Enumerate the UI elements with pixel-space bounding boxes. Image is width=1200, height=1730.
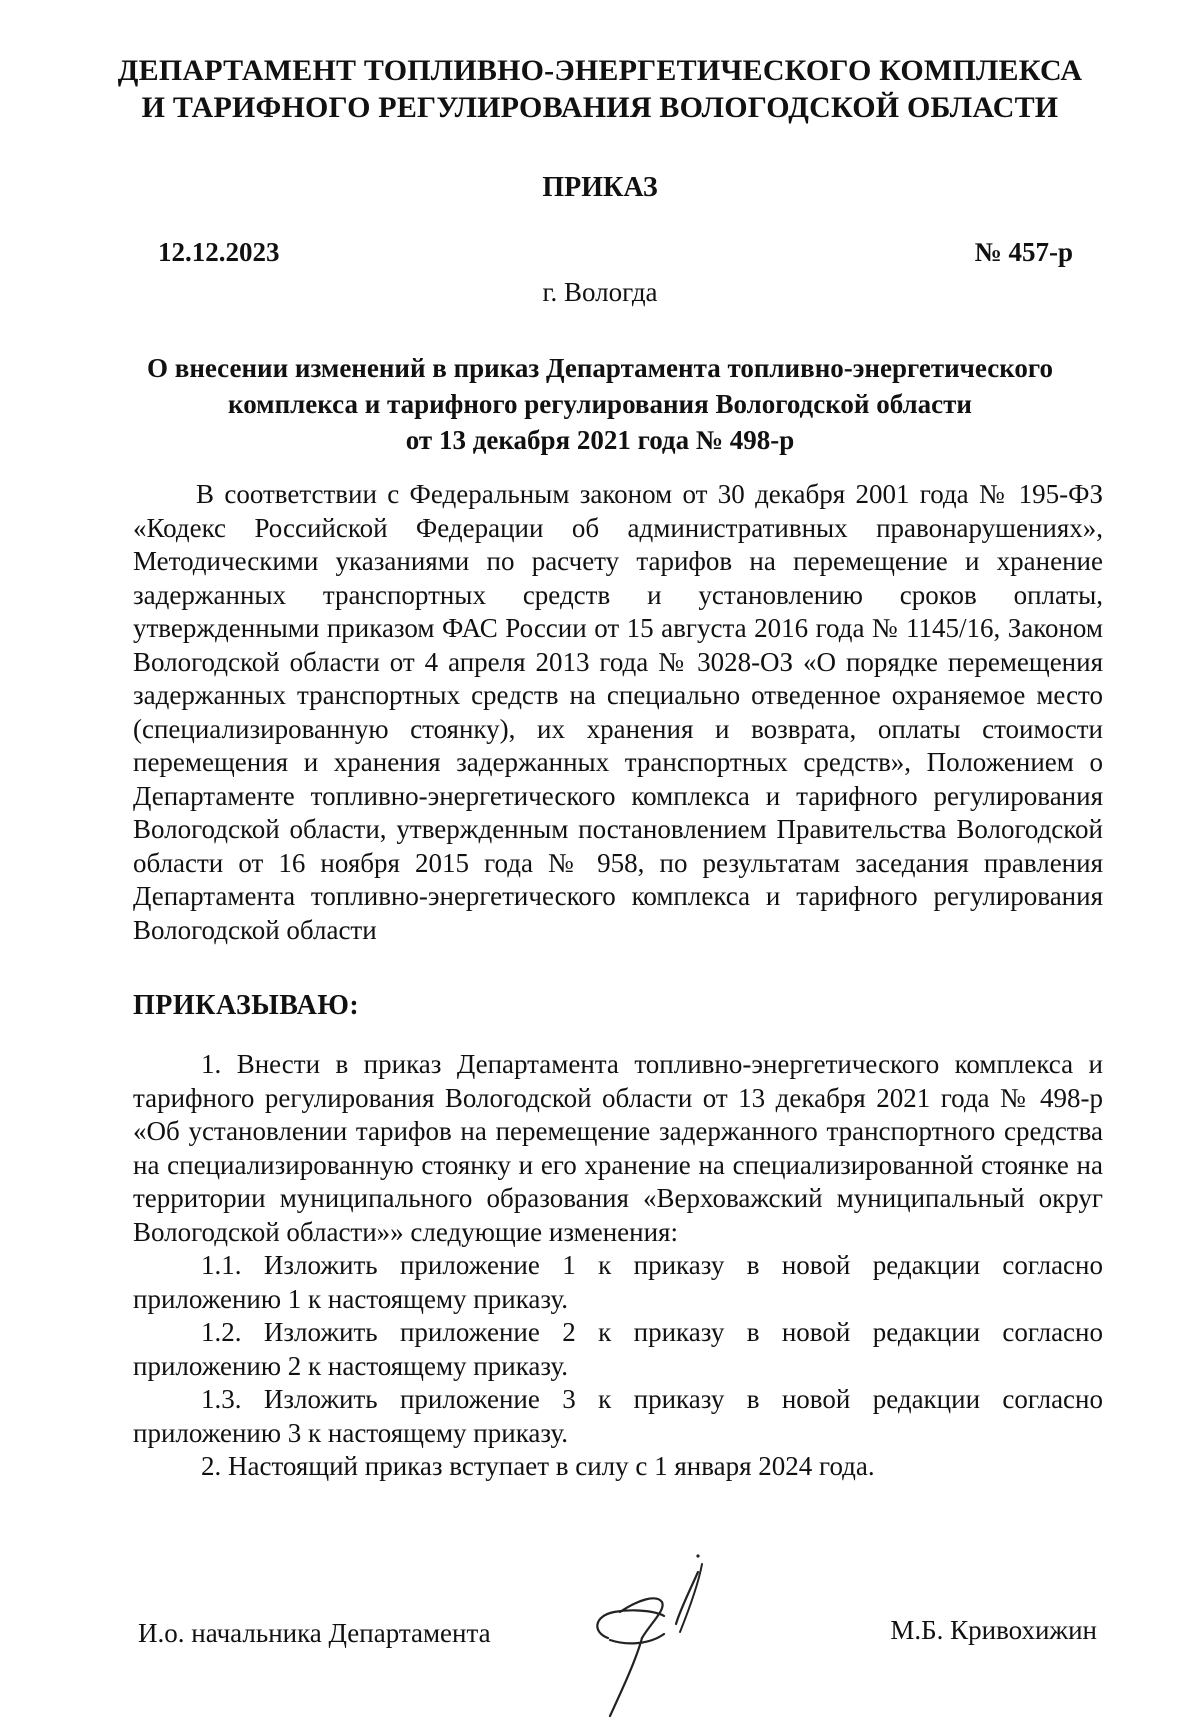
- order-items: [133, 1048, 1103, 1484]
- preamble-paragraph: [133, 478, 1103, 947]
- document-city: г. Вологда: [542, 277, 658, 307]
- title-line-2: комплекса и тарифного регулирования Вологодской области: [228, 389, 972, 419]
- document-date: 12.12.2023: [158, 237, 280, 267]
- order-word: ПРИКАЗЫВАЮ:: [133, 990, 360, 1021]
- document-type: ПРИКАЗ: [542, 172, 658, 203]
- document-number: № 457-р: [974, 237, 1073, 267]
- handwritten-signature-icon: [580, 1520, 740, 1730]
- document-title: [100, 350, 1100, 458]
- title-line-1: О внесении изменений в приказ Департамента топливно-энергетического: [146, 353, 1053, 383]
- order-item-1-3: 1.3. Изложить приложение 3 к приказу в новой редакции согласно приложению 3 к настоящему приказу.: [133, 1384, 1103, 1448]
- signatory-name: М.Б. Кривохижин: [890, 1615, 1097, 1645]
- department-name-line-1: ДЕПАРТАМЕНТ ТОПЛИВНО-ЭНЕРГЕТИЧЕСКОГО КОМПЛЕКСА: [117, 54, 1083, 87]
- order-item-1-2: 1.2. Изложить приложение 2 к приказу в новой редакции согласно приложению 2 к настоящему приказу.: [133, 1317, 1103, 1381]
- preamble-text: В соответствии с Федеральным законом от 30 декабря 2001 года № 195-ФЗ «Кодекс Российской Федерации об административных правонарушениях», Методическими указаниями по расчету тарифов на перемещение и хранение задержанных транспортных средств и установлению сроков оплаты, утвержденными приказом ФАС России от 15 августа 2016 года № 1145/16, Законом Вологодской области от 4 апреля 2013 года № 3028-ОЗ «О порядке перемещения задержанных транспортных средств на специально отведенное охраняемое место (специализированную стоянку), их хранения и возврата, оплаты стоимости перемещения и хранения задержанных транспортных средств», Положением о Департаменте топливно-энергетического комплекса и тарифного регулирования Вологодской области, утвержденным постановлением Правительства Вологодской области от 16 ноября 2015 года № 958, по результатам заседания правления Департамента топливно-энергетического комплекса и тарифного регулирования Вологодской области: [133, 479, 1103, 945]
- order-item-1-1: 1.1. Изложить приложение 1 к приказу в новой редакции согласно приложению 1 к настоящему приказу.: [133, 1250, 1103, 1314]
- order-item-2: 2. Настоящий приказ вступает в силу с 1 января 2024 года.: [201, 1451, 875, 1481]
- title-line-3: от 13 декабря 2021 года № 498-р: [405, 425, 795, 455]
- department-name-line-2: И ТАРИФНОГО РЕГУЛИРОВАНИЯ ВОЛОГОДСКОЙ ОБЛАСТИ: [141, 91, 1059, 124]
- signatory-position: И.о. начальника Департамента: [138, 1618, 491, 1648]
- order-item-1: 1. Внести в приказ Департамента топливно-энергетического комплекса и тарифного регулирования Вологодской области от 13 декабря 2021 года № 498-р «Об установлении тарифов на перемещение задержанного транспортного средства на специализированную стоянку и его хранение на специализированной стоянке на территории муниципального образования «Верховажский муниципальный округ Вологодской области»» следующие изменения:: [133, 1049, 1103, 1247]
